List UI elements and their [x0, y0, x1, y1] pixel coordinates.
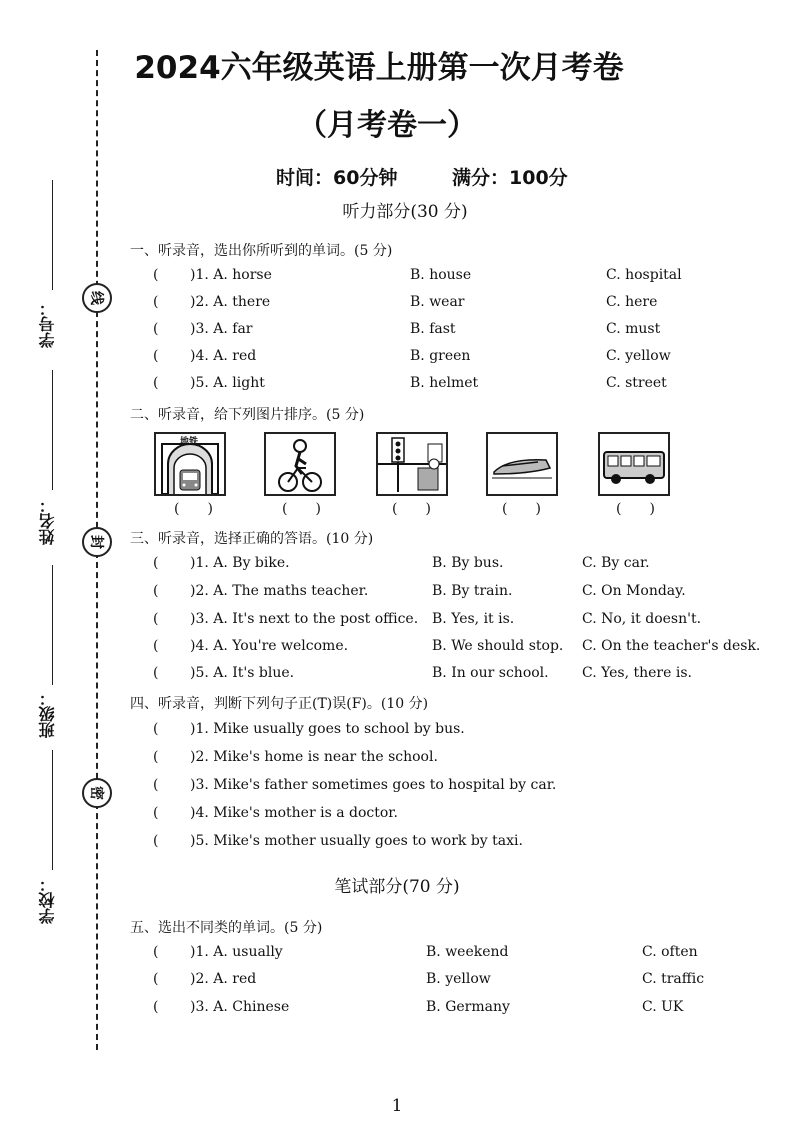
- question-1-c: C. hospital: [606, 267, 682, 283]
- question-2-c: C. On Monday.: [582, 583, 686, 599]
- answer-blank-3[interactable]: ( ): [392, 501, 431, 517]
- school-label: 学校：: [38, 876, 57, 924]
- answer-paren: (: [153, 721, 159, 737]
- high-speed-train-picture: [486, 432, 558, 496]
- answer-paren: (: [153, 638, 159, 654]
- statement-1: )1. Mike usually goes to school by bus.: [190, 721, 465, 737]
- class-line: [52, 565, 53, 685]
- section-4-heading: 四、听录音，判断下列句子正(T)误(F)。(10 分): [130, 696, 429, 712]
- question-4-a: )4. A. You're welcome.: [190, 638, 349, 654]
- question-5-c: C. street: [606, 375, 667, 391]
- answer-paren: (: [153, 833, 159, 849]
- question-3-c: C. must: [606, 321, 661, 337]
- question-2-b: B. By train.: [432, 583, 513, 599]
- seal-xian: 线: [82, 283, 112, 313]
- question-2-c: C. traffic: [642, 971, 705, 987]
- question-3-a: )3. A. Chinese: [190, 999, 290, 1015]
- question-1-c: C. By car.: [582, 555, 650, 571]
- answer-paren: (: [153, 267, 159, 283]
- section-5-heading: 五、选出不同类的单词。(5 分): [130, 920, 323, 936]
- question-5-c: C. Yes, there is.: [582, 665, 692, 681]
- subway-picture: [154, 432, 226, 496]
- cyclist-picture: [264, 432, 336, 496]
- question-4-c: C. yellow: [606, 348, 671, 364]
- question-3-a: )3. A. It's next to the post office.: [190, 611, 419, 627]
- bus-picture: [598, 432, 670, 496]
- question-1-c: C. often: [642, 944, 698, 960]
- answer-paren: (: [153, 375, 159, 391]
- question-3-b: B. fast: [410, 321, 456, 337]
- school-line: [52, 750, 53, 870]
- answer-paren: (: [153, 583, 159, 599]
- answer-paren: (: [153, 665, 159, 681]
- answer-blank-4[interactable]: ( ): [502, 501, 541, 517]
- question-2-a: )2. A. red: [190, 971, 257, 987]
- statement-3: )3. Mike's father sometimes goes to hospital by car.: [190, 777, 557, 793]
- question-2-c: C. here: [606, 294, 658, 310]
- question-3-a: )3. A. far: [190, 321, 253, 337]
- question-3-c: C. No, it doesn't.: [582, 611, 702, 627]
- section-2-heading: 二、听录音，给下列图片排序。(5 分): [130, 407, 365, 423]
- writing-part-heading: 笔试部分(70 分): [334, 877, 460, 897]
- question-5-a: )5. A. light: [190, 375, 265, 391]
- question-4-c: C. On the teacher's desk.: [582, 638, 761, 654]
- answer-paren: (: [153, 555, 159, 571]
- class-label: 班级：: [38, 690, 57, 738]
- seal-mi: 密: [82, 778, 112, 808]
- question-1-a: )1. A. horse: [190, 267, 272, 283]
- statement-5: )5. Mike's mother usually goes to work by taxi.: [190, 833, 523, 849]
- question-1-a: )1. A. By bike.: [190, 555, 290, 571]
- full-score: 满分：100分: [452, 167, 568, 189]
- question-2-a: )2. A. The maths teacher.: [190, 583, 369, 599]
- name-label: 姓名：: [38, 497, 57, 545]
- question-4-b: B. green: [410, 348, 471, 364]
- question-1-b: B. weekend: [426, 944, 509, 960]
- listening-part-heading: 听力部分(30 分): [342, 202, 468, 222]
- question-5-b: B. helmet: [410, 375, 479, 391]
- question-2-a: )2. A. there: [190, 294, 271, 310]
- time-limit: 时间：60分钟: [276, 167, 398, 189]
- answer-paren: (: [153, 805, 159, 821]
- section-3-heading: 三、听录音，选择正确的答语。(10 分): [130, 531, 374, 547]
- answer-blank-5[interactable]: ( ): [616, 501, 655, 517]
- answer-paren: (: [153, 944, 159, 960]
- answer-paren: (: [153, 348, 159, 364]
- answer-blank-1[interactable]: ( ): [174, 501, 213, 517]
- subway-sign-text: 地铁: [180, 437, 199, 447]
- statement-4: )4. Mike's mother is a doctor.: [190, 805, 398, 821]
- answer-paren: (: [153, 999, 159, 1015]
- student-number-label: 学号：: [38, 300, 57, 348]
- question-1-b: B. house: [410, 267, 472, 283]
- question-2-b: B. yellow: [426, 971, 491, 987]
- question-1-b: B. By bus.: [432, 555, 504, 571]
- page-subtitle: （月考卷一）: [297, 108, 477, 143]
- binding-margin: [0, 0, 110, 1124]
- answer-paren: (: [153, 971, 159, 987]
- question-3-c: C. UK: [642, 999, 684, 1015]
- question-5-b: B. In our school.: [432, 665, 549, 681]
- answer-paren: (: [153, 611, 159, 627]
- question-2-b: B. wear: [410, 294, 465, 310]
- traffic-light-street-picture: [376, 432, 448, 496]
- question-5-a: )5. A. It's blue.: [190, 665, 295, 681]
- name-line: [52, 370, 53, 490]
- question-3-b: B. Yes, it is.: [432, 611, 515, 627]
- statement-2: )2. Mike's home is near the school.: [190, 749, 438, 765]
- page-title: 2024六年级英语上册第一次月考卷: [134, 50, 624, 86]
- question-4-b: B. We should stop.: [432, 638, 564, 654]
- question-1-a: )1. A. usually: [190, 944, 283, 960]
- answer-paren: (: [153, 749, 159, 765]
- question-4-a: )4. A. red: [190, 348, 257, 364]
- section-1-heading: 一、听录音，选出你所听到的单词。(5 分): [130, 243, 393, 259]
- answer-paren: (: [153, 321, 159, 337]
- question-3-b: B. Germany: [426, 999, 510, 1015]
- answer-paren: (: [153, 777, 159, 793]
- answer-blank-2[interactable]: ( ): [282, 501, 321, 517]
- answer-paren: (: [153, 294, 159, 310]
- seal-feng: 封: [82, 527, 112, 557]
- page-number: 1: [391, 1096, 403, 1116]
